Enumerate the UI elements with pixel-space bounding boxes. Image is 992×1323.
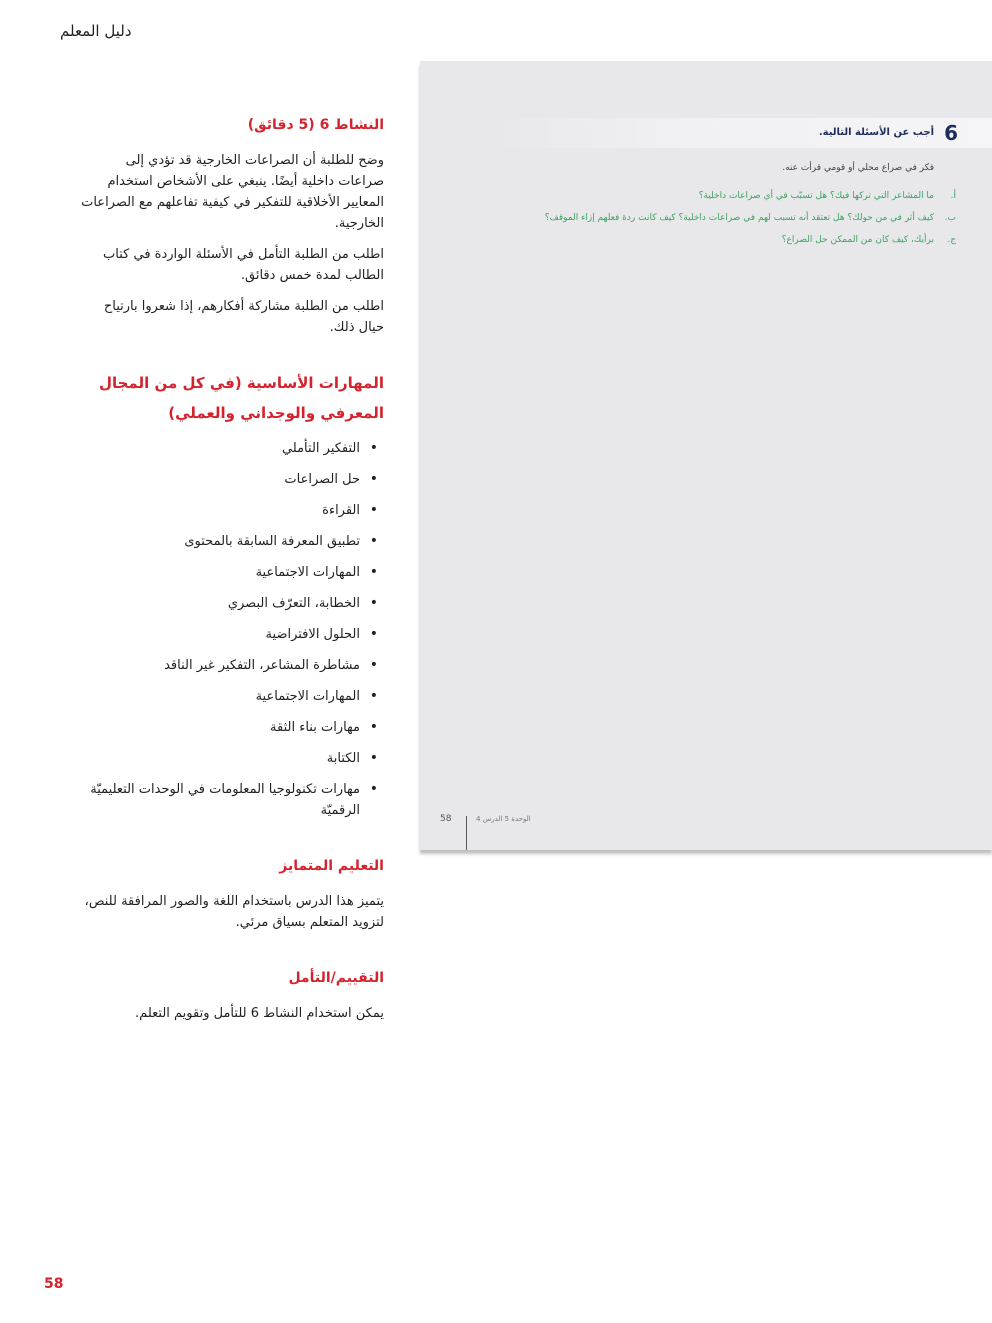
skill-item: • الكتابة (80, 748, 384, 769)
skill-item: • الحلول الافتراضية (80, 624, 384, 645)
student-page-thumbnail (420, 61, 992, 850)
guide-title: دليل المعلم (60, 22, 132, 40)
skill-item: • المهارات الاجتماعية (80, 562, 384, 583)
activity-number: 6 (944, 121, 958, 145)
question-marker: أ. (950, 191, 956, 201)
skills-heading: المهارات الأساسية (في كل من المجال المعرفي والوجداني والعملي) (98, 374, 384, 422)
activity-title: أجب عن الأسئلة التالية. (818, 127, 934, 138)
question-item (781, 235, 956, 245)
skill-item: • تطبيق المعرفة السابقة بالمحتوى (80, 531, 384, 552)
question-item (544, 213, 956, 223)
skill-item: • المهارات الاجتماعية (80, 686, 384, 707)
teacher-notes-column (80, 110, 384, 1054)
skill-item: • الخطابة، التعرّف البصري (80, 593, 384, 614)
question-text: كيف أثر في من حولك؟ هل تعتقد أنه تسبب لهم في صراعات داخلية؟ كيف كانت ردة فعلهم إزاء الموقف؟ (544, 213, 934, 223)
skill-item: • التفكير التأملي (80, 438, 384, 459)
differentiated-text: يتميز هذا الدرس باستخدام اللغة والصور المرافقة للنص، لتزويد المتعلم بسياق مرئي. (84, 894, 384, 930)
skill-item: • مهارات بناء الثقة (80, 717, 384, 738)
activity-intro: فكر في صراع محلي أو قومي قرأت عنه. (782, 163, 934, 173)
skill-item: • القراءة (80, 500, 384, 521)
differentiated-heading: التعليم المتمايز (279, 858, 384, 874)
question-marker: ب. (944, 213, 956, 223)
page-number: 58 (44, 1276, 64, 1292)
assessment-section (80, 963, 384, 1024)
activity-section (80, 110, 384, 338)
assessment-heading: التقييم/التأمل (288, 970, 384, 986)
question-item (698, 191, 956, 201)
skill-item: • مشاطرة المشاعر، التفكير غير الناقد (80, 655, 384, 676)
activity-heading: النشاط 6 (5 دقائق) (247, 117, 384, 133)
skill-item: • مهارات تكنولوجيا المعلومات في الوحدات التعليميّة الرقميّة (80, 779, 384, 821)
question-text: ما المشاعر التي تركها فيك؟ هل تسبّب في أي صراعات داخلية؟ (698, 191, 934, 201)
activity-paragraph: اطلب من الطلبة مشاركة أفكارهم، إذا شعروا بارتياح حيال ذلك. (103, 299, 384, 335)
question-text: برأيك، كيف كان من الممكن حل الصراع؟ (781, 235, 934, 245)
question-marker: ج. (947, 235, 956, 245)
activity-paragraph: وضح للطلبة أن الصراعات الخارجية قد تؤدي إلى صراعات داخلية أيضًا. ينبغي على الأشخاص استخدام المعايير الأخلاقية للتفكير في كيفية تفاعلهم مع الصراعات الخارجية. (81, 153, 384, 231)
footer-divider (466, 816, 467, 850)
skill-item: • حل الصراعات (80, 469, 384, 490)
unit-lesson-label: الوحدة 5 الدرس 4 (476, 815, 531, 823)
skills-list (80, 438, 384, 821)
activity-paragraph: اطلب من الطلبة التأمل في الأسئلة الواردة في كتاب الطالب لمدة خمس دقائق. (103, 247, 384, 283)
skills-section (80, 368, 384, 821)
assessment-text: يمكن استخدام النشاط 6 للتأمل وتقويم التعلم. (135, 1006, 384, 1021)
differentiated-section (80, 851, 384, 933)
student-page-number: 58 (440, 814, 452, 824)
